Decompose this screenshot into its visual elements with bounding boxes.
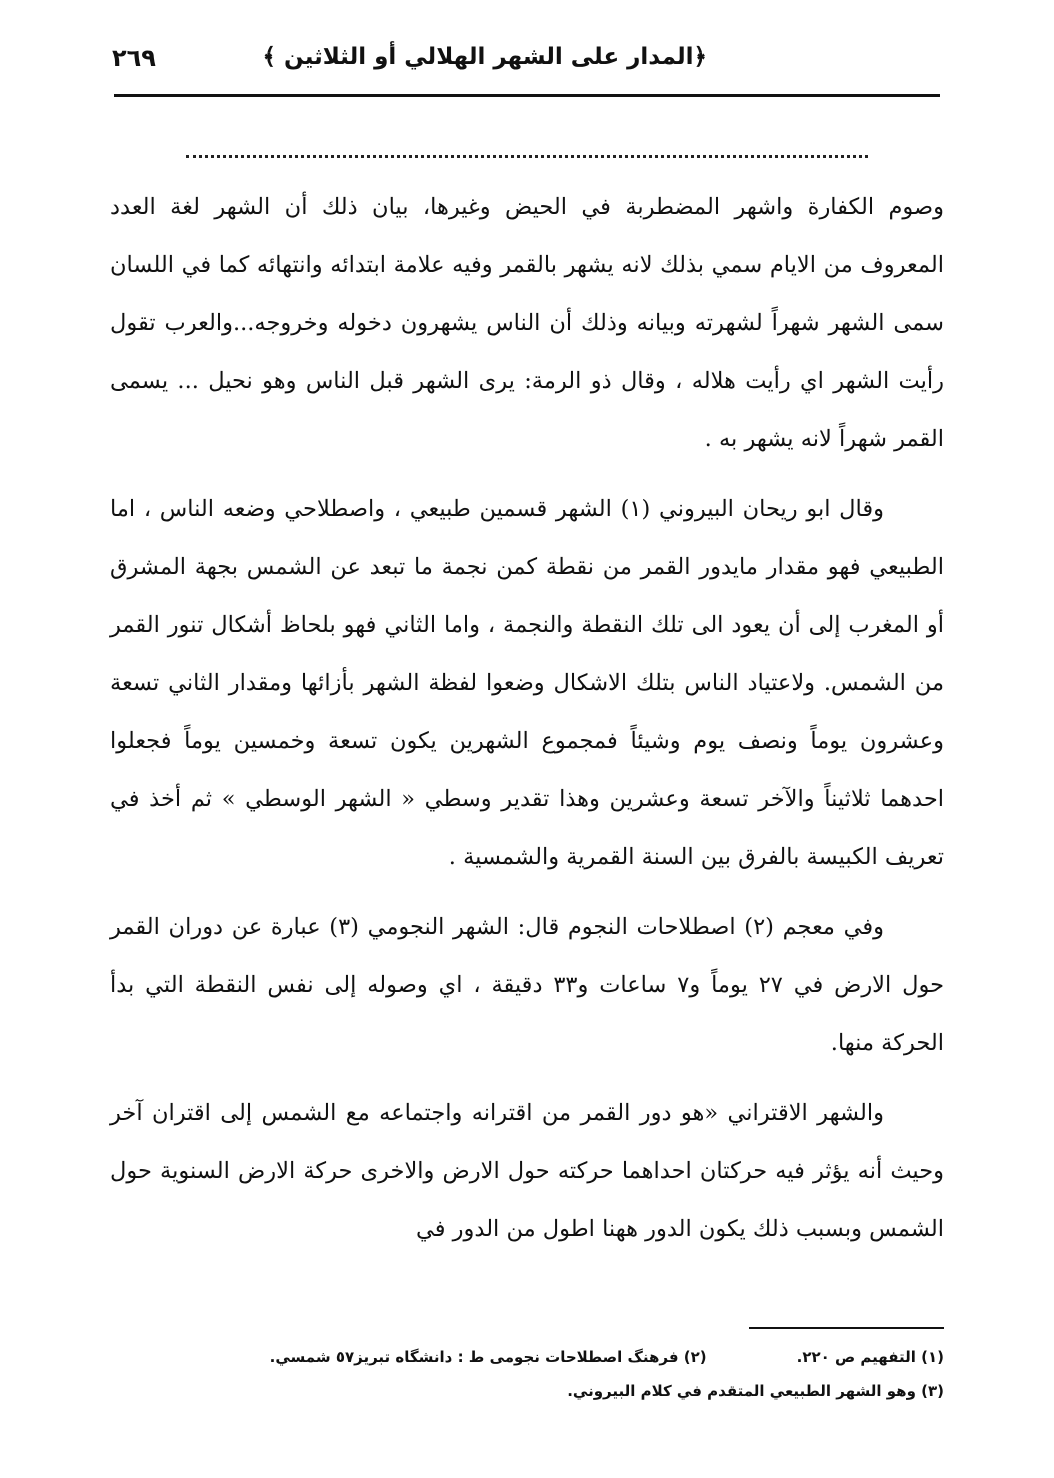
paragraph: وفي معجم (٢) اصطلاحات النجوم قال: الشهر النجومي (٣) عبارة عن دوران القمر حول الارض في ٢٧ يوماً و٧ ساعات و٣٣ دقيقة ، اي وصوله إلى نفس النقطة التي بدأ الحركة منها. bbox=[110, 914, 944, 1056]
header-rule bbox=[114, 94, 940, 97]
paragraph: وقال ابو ريحان البيروني (١) الشهر قسمين طبيعي ، واصطلاحي وضعه الناس ، اما الطبيعي فهو مقدار مايدور القمر من نقطة كمن نجمة ما تبعد عن الشمس بجهة المشرق أو المغرب إلى أن يعود الى تلك النقطة والنجمة ، واما الثاني فهو بلحاظ أشكال تنور القمر من الشمس. ولاعتياد الناس بتلك الاشكال وضعوا لفظة الشهر بأزائها ومقدار الثاني تسعة وعشرون يوماً ونصف يوم وشيئاً فمجموع الشهرين يكون تسعة وخمسين يوماً فجعلوا احدهما ثلاثيناً والآخر تسعة وعشرين وهذا تقدير وسطي « الشهر الوسطي » ثم أخذ في تعريف الكبيسة بالفرق بين السنة القمرية والشمسية . bbox=[110, 496, 944, 870]
running-title: ﴿المدار على الشهر الهلالي أو الثلاثين ﴾ bbox=[262, 44, 707, 70]
page-header bbox=[112, 40, 942, 86]
footnote-rule bbox=[749, 1327, 944, 1329]
footnote-2: (٢) فرهنگ اصطلاحات نجومى ط : دانشگاه تبريز٥٧ شمسي. bbox=[269, 1348, 707, 1366]
footnote-row bbox=[110, 1374, 944, 1408]
main-text bbox=[110, 178, 944, 1270]
footnote-3: (٣) وهو الشهر الطبيعي المتقدم في كلام البيروني. bbox=[567, 1382, 944, 1400]
paragraph: وصوم الكفارة واشهر المضطربة في الحيض وغيرها، بيان ذلك أن الشهر لغة العدد المعروف من الايام سمي بذلك لانه يشهر بالقمر وفيه علامة ابتدائه وانتهائه كما في اللسان سمى الشهر شهراً لشهرته وبيانه وذلك أن الناس يشهرون دخوله وخروجه...والعرب تقول رأيت الشهر اي رأيت هلاله ، وقال ذو الرمة: يرى الشهر قبل الناس وهو نحيل ... يسمى القمر شهراً لانه يشهر به . bbox=[110, 194, 944, 452]
footnote-row bbox=[110, 1340, 944, 1374]
footnotes bbox=[110, 1340, 944, 1408]
paragraph: والشهر الاقتراني «هو دور القمر من اقترانه واجتماعه مع الشمس إلى اقتران آخر وحيث أنه يؤثر فيه حركتان احداهما حركته حول الارض والاخرى حركة الارض السنوية حول الشمس وبسبب ذلك يكون الدور ههنا اطول من الدور في bbox=[110, 1100, 944, 1242]
footnote-1: (١) التفهيم ص ٢٢٠. bbox=[796, 1348, 944, 1366]
page-number: ٢٦٩ bbox=[112, 44, 156, 72]
dotted-separator bbox=[186, 155, 868, 158]
